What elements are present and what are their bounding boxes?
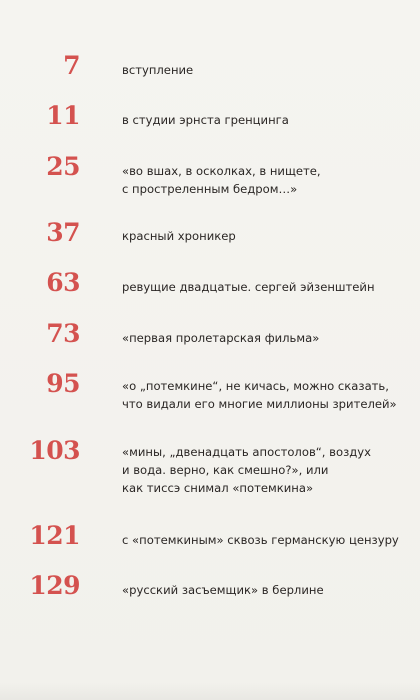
toc-entry-title: «мины, „двенадцать апостолов“, воздух и вода. верно, как смешно?», или как тиссэ снимал «потемкина» (122, 445, 371, 495)
toc-page-number: 121 (29, 521, 80, 550)
toc-page-number: 103 (29, 436, 80, 465)
page-bottom-edge (0, 682, 420, 700)
toc-entry-title: в студии эрнста гренцинга (122, 113, 289, 127)
toc-entry-title: красный хроникер (122, 229, 236, 243)
toc-page-number: 95 (46, 369, 80, 398)
toc-entry-title: ревущие двадцатые. сергей эйзенштейн (122, 280, 375, 294)
toc-entry-title: вступление (122, 63, 194, 77)
toc-entry-title: «первая пролетарская фильма» (122, 331, 320, 345)
toc-entry-title: «о „потемкине“, не кичась, можно сказать, что видали его многие миллионы зрителей» (122, 379, 397, 411)
toc-page-number: 25 (46, 152, 80, 181)
toc-page-number: 7 (63, 51, 80, 80)
toc-page-number: 73 (46, 319, 80, 348)
toc-page-number: 11 (46, 101, 80, 130)
toc-entry-title: «во вшах, в осколках, в нищете, с простреленным бедром…» (122, 164, 321, 196)
toc-page-number: 129 (29, 571, 80, 600)
toc-entry-title: «русский засъемщик» в берлине (122, 583, 324, 597)
toc-entry-title: с «потемкиным» сквозь германскую цензуру (122, 533, 399, 547)
toc-page-number: 37 (46, 218, 80, 247)
toc-page-number: 63 (46, 268, 80, 297)
